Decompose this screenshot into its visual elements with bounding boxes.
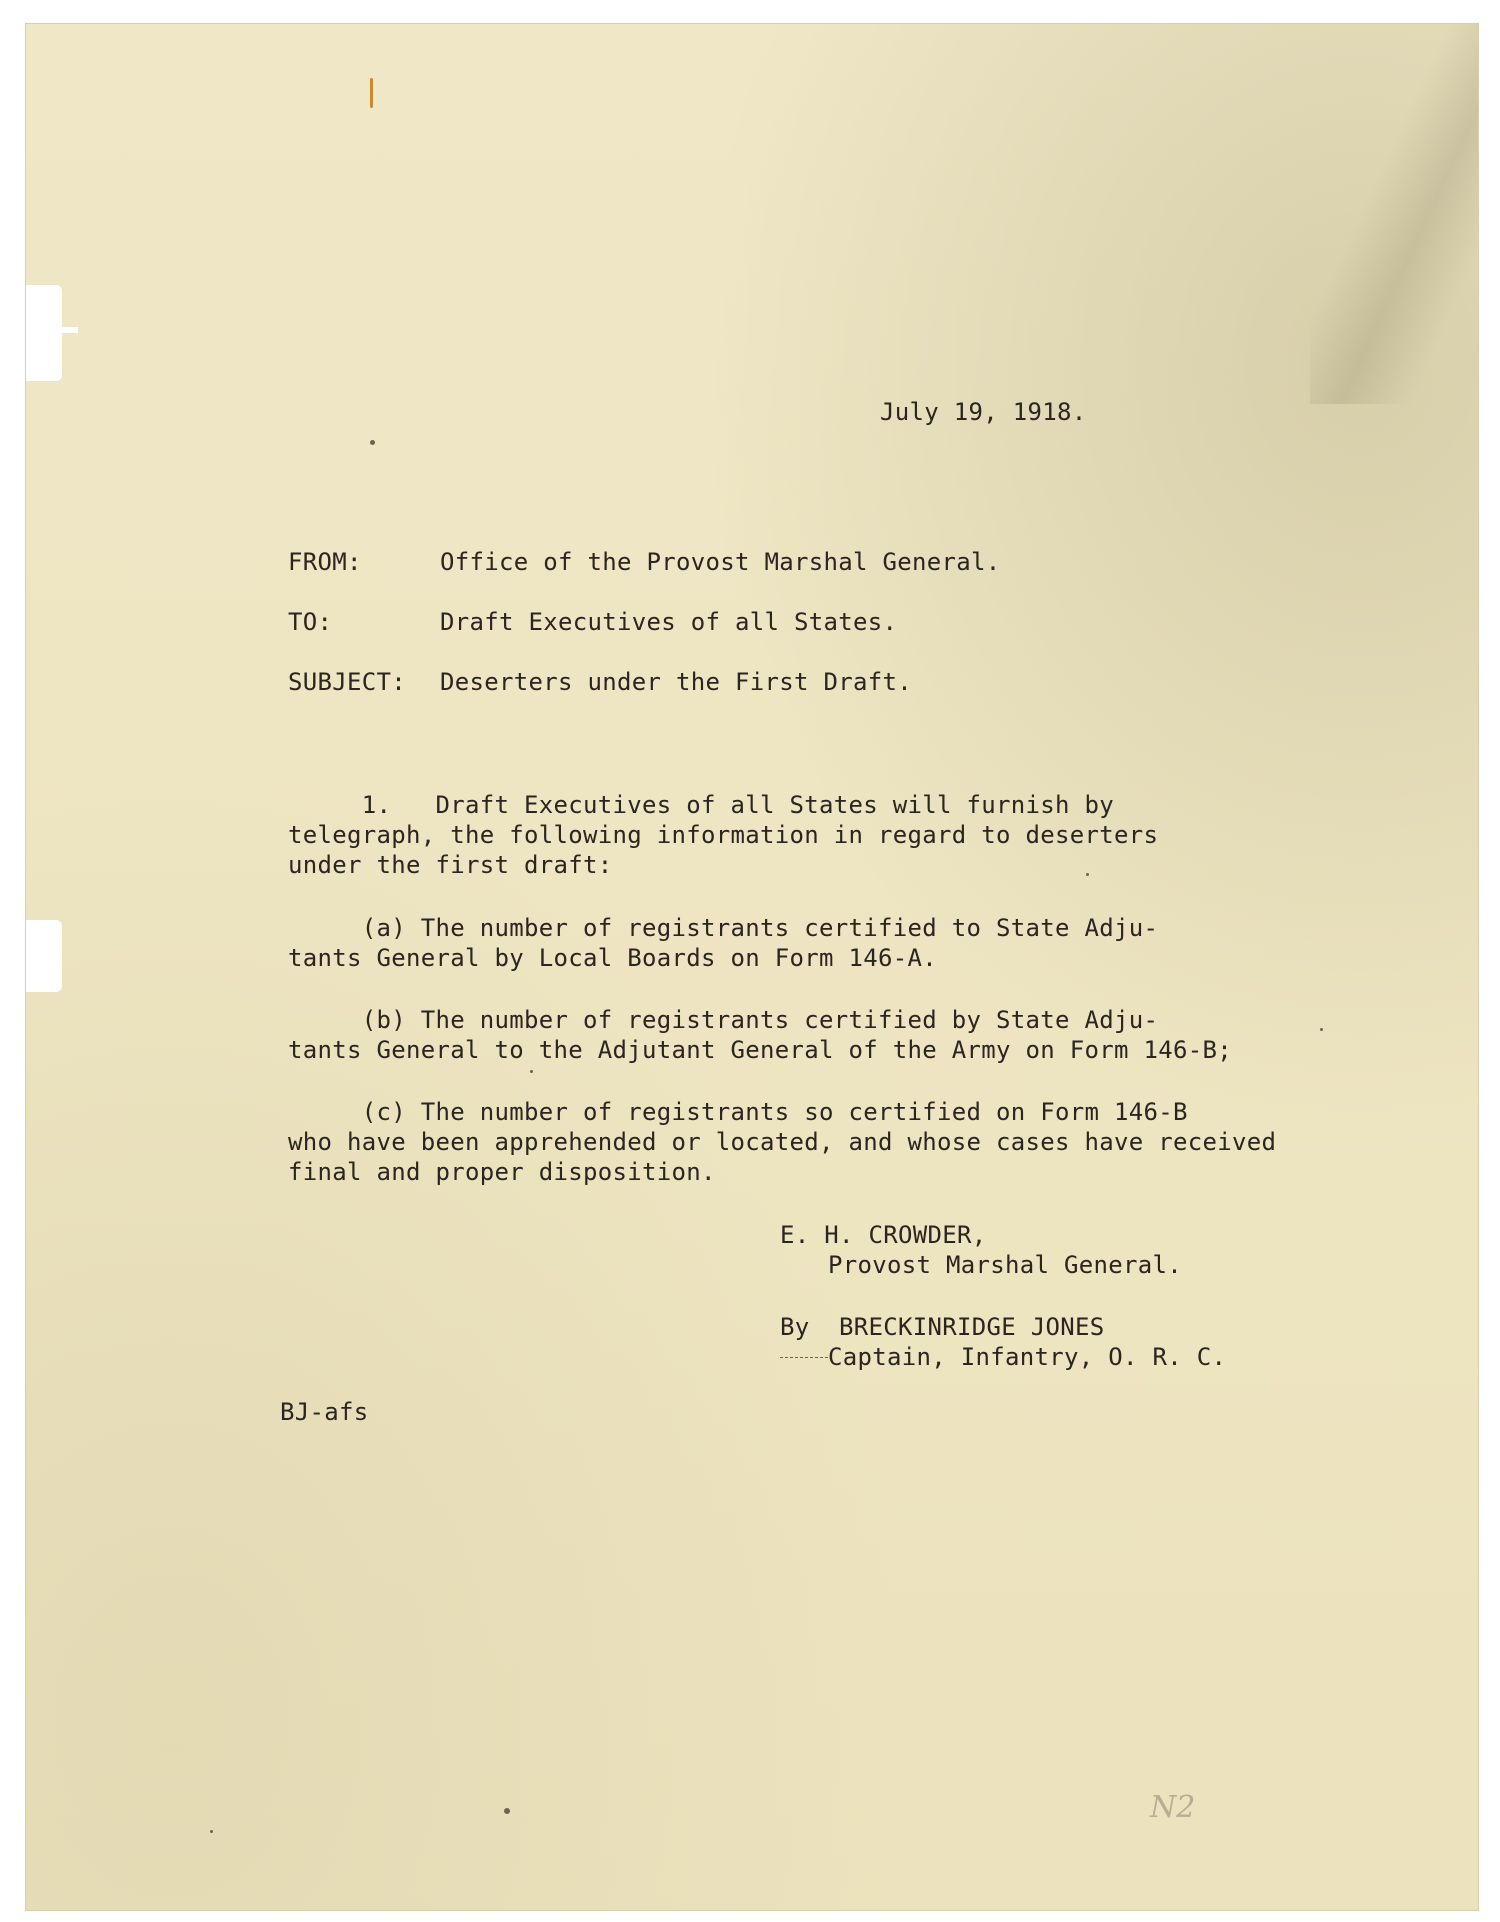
paper-speck	[1320, 1028, 1323, 1031]
paper-speck	[370, 440, 375, 445]
pencil-annotation: N2	[1150, 1790, 1196, 1825]
signature-dash	[780, 1357, 828, 1358]
from-label: FROM:	[288, 548, 362, 576]
item-line: (a) The number of registrants certified to State Adju-	[288, 914, 1159, 942]
reference-initials: BJ-afs	[280, 1398, 369, 1426]
item-line: tants General by Local Boards on Form 146-A.	[288, 944, 937, 972]
paragraph-line: telegraph, the following information in regard to deserters	[288, 821, 1159, 849]
binder-notch-top	[26, 285, 62, 381]
pencil-tick-mark	[370, 78, 373, 108]
item-line: (b) The number of registrants certified by State Adju-	[288, 1006, 1159, 1034]
paragraph-line: under the first draft:	[288, 851, 613, 879]
by-title: Captain, Infantry, O. R. C.	[828, 1343, 1227, 1371]
item-line: (c) The number of registrants so certified on Form 146-B	[288, 1098, 1188, 1126]
signer-title: Provost Marshal General.	[828, 1251, 1182, 1279]
paper-speck	[530, 1070, 533, 1073]
paper-fold-shading	[1310, 24, 1478, 404]
binder-notch-middle	[26, 920, 62, 992]
paper-speck	[210, 1830, 213, 1833]
to-label: TO:	[288, 608, 333, 636]
paper-speck	[1086, 873, 1089, 876]
to-value: Draft Executives of all States.	[440, 608, 898, 636]
binder-slit	[26, 327, 78, 333]
paragraph-line: 1. Draft Executives of all States will furnish by	[288, 791, 1114, 819]
from-value: Office of the Provost Marshal General.	[440, 548, 1001, 576]
letter-date: July 19, 1918.	[880, 398, 1087, 426]
item-line: tants General to the Adjutant General of the Army on Form 146-B;	[288, 1036, 1232, 1064]
subject-label: SUBJECT:	[288, 668, 406, 696]
paper-speck	[504, 1808, 510, 1814]
signer-name: E. H. CROWDER,	[780, 1221, 987, 1249]
item-line: final and proper disposition.	[288, 1158, 716, 1186]
subject-value: Deserters under the First Draft.	[440, 668, 912, 696]
by-line: By BRECKINRIDGE JONES	[780, 1313, 1105, 1341]
item-line: who have been apprehended or located, and whose cases have received	[288, 1128, 1277, 1156]
